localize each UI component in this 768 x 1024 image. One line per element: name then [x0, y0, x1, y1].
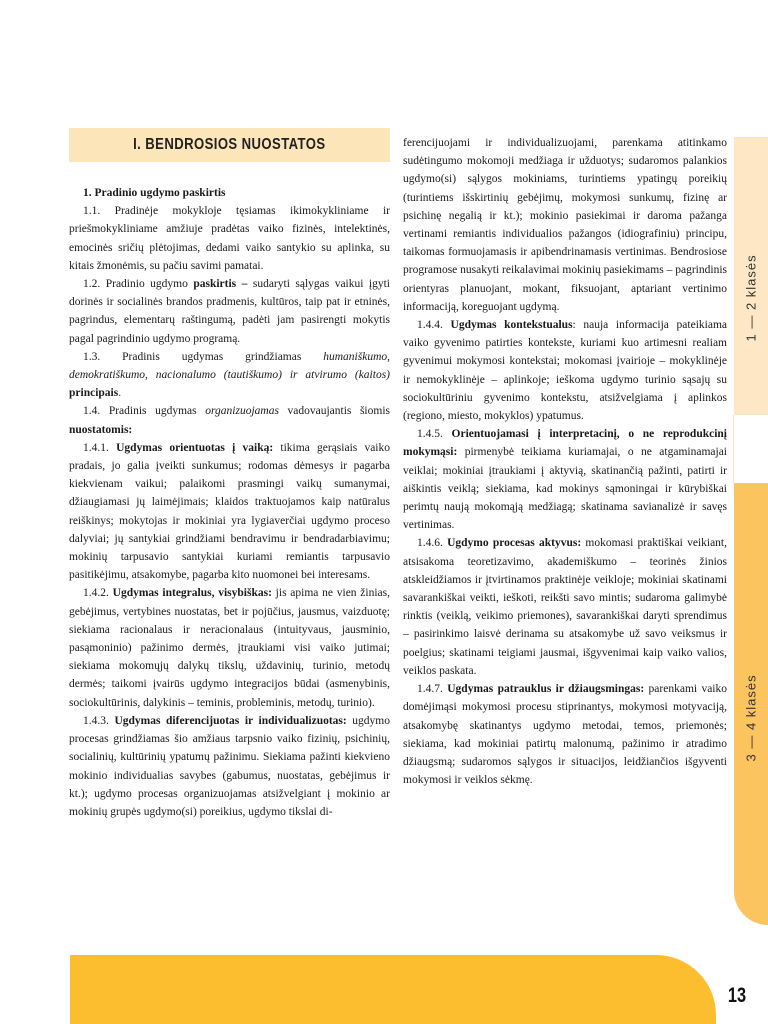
section-header: [69, 128, 390, 162]
grade-tab-1-2-label: [744, 314, 759, 342]
text-run: 1.2. Pradinio ugdymo: [83, 278, 194, 291]
text-run: 1.4.5.: [417, 428, 452, 441]
text-run: 1.3. Pradinis ugdymas grindžiamas: [83, 350, 324, 363]
subheading: 1. Pradinio ugdymo paskirtis: [83, 187, 226, 199]
bold-term: Ugdymas orientuotas į vaiką:: [116, 441, 274, 454]
bold-term: nuostatomis:: [69, 423, 133, 436]
text-run: 1.4.6.: [417, 537, 448, 550]
bold-term: Ugdymas kontekstualus: [450, 319, 573, 332]
bold-term: Ugdymas diferencijuotas ir individualizuotas:: [114, 714, 347, 727]
text-run: : nauja informacija pateikiama vaiko gyvenimo patirties kontekste, kuriami kuo artimesni realiam gyvenimui mokymosi kontekstai; mokomasi įvairioje – mokyklinėje ir nemokyklinėje – aplinkoje; ieškoma ugdymo turinio sąsajų su sociokultūriniu gyvenimo kontekstu, atsižvelgiama į aplinkos (regiono, miesto, mokyklos) ypatumus.: [403, 319, 727, 423]
bold-term: principais: [69, 387, 119, 400]
text-run: sudaryti sąlygas vaikui įgyti dorinės ir socialinės brandos pradmenis, kultūros, taip pat ir etninės, pagrindus, elementarų raštingumą, padėti jam pasirengti mokytis pagal pagrindinio ugdymo programą.: [69, 278, 390, 345]
bold-term: Ugdymas patrauklus ir džiaugsmingas:: [447, 683, 645, 696]
text-run: tikima gerąsiais vaiko pradais, jo galia įveikti sunkumus; rodomas dėmesys ir pagarba kiekvienam vaikui; palaikomi prasmingi vaikų sumanymai, džiaugiamasi jų laimėjimais; klaidos traktuojamos kaip natūralus reiškinys; mokytojas ir mokiniai yra lygiaverčiai ugdymo proceso dalyviai; jų santykiai grindžiami bendravimu ir bendradarbiavimu; mokinių tarpusavio santykiai kuriami remiantis tarpusavio pasitikėjimu, atsakomybe, pagarba kito nuomonei bei interesams.: [69, 441, 390, 582]
text-run: 1.4.4.: [417, 319, 451, 332]
paragraph-1-1: 1.1. Pradinėje mokykloje tęsiamas ikimokykliniame ir priešmokykliniame amžiuje pradėtas vaiko fizinės, intelektinės, emocinės sričių plėtojimas, dedami vaiko santykio su aplinka, su kitais žmonėmis, su pačiu savimi pamatai.: [69, 205, 390, 272]
paragraph-1-4-7: [403, 680, 727, 789]
paragraph-1-4-4: [403, 316, 727, 425]
paragraph-1-4-3: [69, 712, 390, 821]
section-title: I. BENDROSIOS NUOSTATOS: [133, 136, 326, 153]
text-run: .: [118, 387, 122, 400]
text-run: parenkami vaiko domėjimąsi mokymosi procesu stiprinantys, mokymosi motyvaciją, atsakomybę skatinantys ugdymo metodai, temos, priemonės; siekiama, kad mokiniai patirtų malonumą, pažinimo ir atradimo džiaugsmą; sudaromos sąlygos ir situacijos, leidžiančios išgyventi mokymosi ir veiklos sėkmę.: [403, 683, 728, 787]
paragraph-1-4-2: [69, 584, 390, 711]
paragraph-1-4-3-cont: ferencijuojami ir individualizuojami, parenkama atitinkamo sudėtingumo mokomoji medžiaga ir užduotys; sudaromos palankios ugdymo(si) sąlygos mokiniams, turintiems ypatingų poreikių (turintiems išskirtinių gebėjimų, mokymosi sunkumų, fizinę ar psichinę negalią ir kt.); mokinio pasiekimai ir daroma pažanga vertinami remiantis individualios pažangos (idiografiniu) principu, taikomas formuojamasis ir apibendrinamasis vertinimas. Bendrosiose programose nusakyti reikalavimai mokinių pasiekimams – pagrindinis orientyras planuojant, mokant, fiksuojant, aptariant vertinimo informaciją, koreguojant ugdymą.: [403, 137, 727, 313]
text-run: vadovaujantis šiomis: [278, 405, 390, 418]
paragraph-1-4: [69, 402, 390, 438]
bold-term: Ugdymas integralus, visybiškas:: [112, 587, 272, 600]
text-run: 1.4. Pradinis ugdymas: [83, 405, 206, 418]
text-run: 1.4.1.: [83, 441, 117, 454]
left-text-column: [69, 184, 390, 821]
grade-tab-3-4-label: [744, 734, 759, 762]
text-run: pirmenybė teikiama kuriamajai, o ne atgaminamajai veiklai; mokiniai įtraukiami į aktyvią, skatinančią pažinti, patirti ir aiškintis veiklą; siekiama, kad mokinys sąmoningai ir kūrybiškai perimtų naują mokomąją medžiagą; skatinama savianalizė ir savęs vertinimas.: [403, 446, 727, 532]
bold-term: Ugdymo procesas aktyvus:: [447, 537, 582, 550]
right-text-column: [403, 134, 727, 789]
paragraph-1-2: [69, 275, 390, 348]
text-run: ugdymo procesas grindžiamas šio amžiaus tarpsnio vaiko fizinių, psichinių, socialinių, kultūrinių ypatumų pažinimu. Siekiama pažinti kiekvieno mokinio individualias savybes (gabumus, nuostatas, gebėjimus ir kt.); ugdymo procesas organizuojamas atsižvelgiant į mokinio ar mokinių grupės ugdymo(si) poreikius, ugdymo tikslai di-: [69, 714, 391, 818]
footer-band: [70, 955, 716, 1024]
paragraph-1-4-6: [403, 534, 727, 680]
text-run: jis apima ne vien žinias, gebėjimus, vertybines nuostatas, bet ir pojūčius, jausmus, vaizduotę; siekiama racionalaus ir neracionalaus (intuityvaus, jausminio, pasąmoninio) pažinimo dermės, įtraukiami visi vaiko jutimai; siekiama mokomųjų dalykų tikslų, uždavinių, turinio, metodų dermės; taikomi įvairūs ugdymo integracijos būdai (asmenybinis, sociokultūrinis, dalykinis – teminis, probleminis, metodų, turinio).: [69, 587, 391, 709]
paragraph-1-3: [69, 348, 390, 403]
page-number: 13: [727, 984, 747, 1007]
bold-term: paskirtis –: [193, 278, 248, 291]
paragraph-1-4-5: [403, 425, 727, 534]
bold-term: Orientuojamasi į interpretacinį, o ne reprodukcinį mokymąsi:: [403, 428, 727, 459]
italic-term: organizuojamas: [205, 405, 279, 418]
text-run: 1.4.2.: [83, 587, 113, 600]
paragraph-1-4-1: [69, 439, 390, 585]
grade-tab-divider: [733, 415, 768, 483]
text-run: 1.4.3.: [83, 714, 115, 727]
text-run: 1.4.7.: [417, 683, 448, 696]
italic-term: humaniškumo, demokratiškumo, nacionalumo (tautiškumo) ir atvirumo (kaitos): [69, 350, 390, 382]
text-run: mokomasi praktiškai veikiant, atsisakoma teoretizavimo, akademiškumo – teorinės žinios atskleidžiamos ir įtvirtinamos praktinėje veikloje; mokiniai skatinami savarankiškai veikti, ieškoti, reikšti savo mintis; sudaroma galimybė rinktis (veiklą, veikimo priemones), savarankiškai daryti sprendimus – pasirinkimo laisvė derinama su atsakomybe už savo veiksmus ir poelgius; skatinami teigiami jausmai, išgyvenimai kaip vaiko valios, veiklos paskata.: [403, 537, 728, 677]
